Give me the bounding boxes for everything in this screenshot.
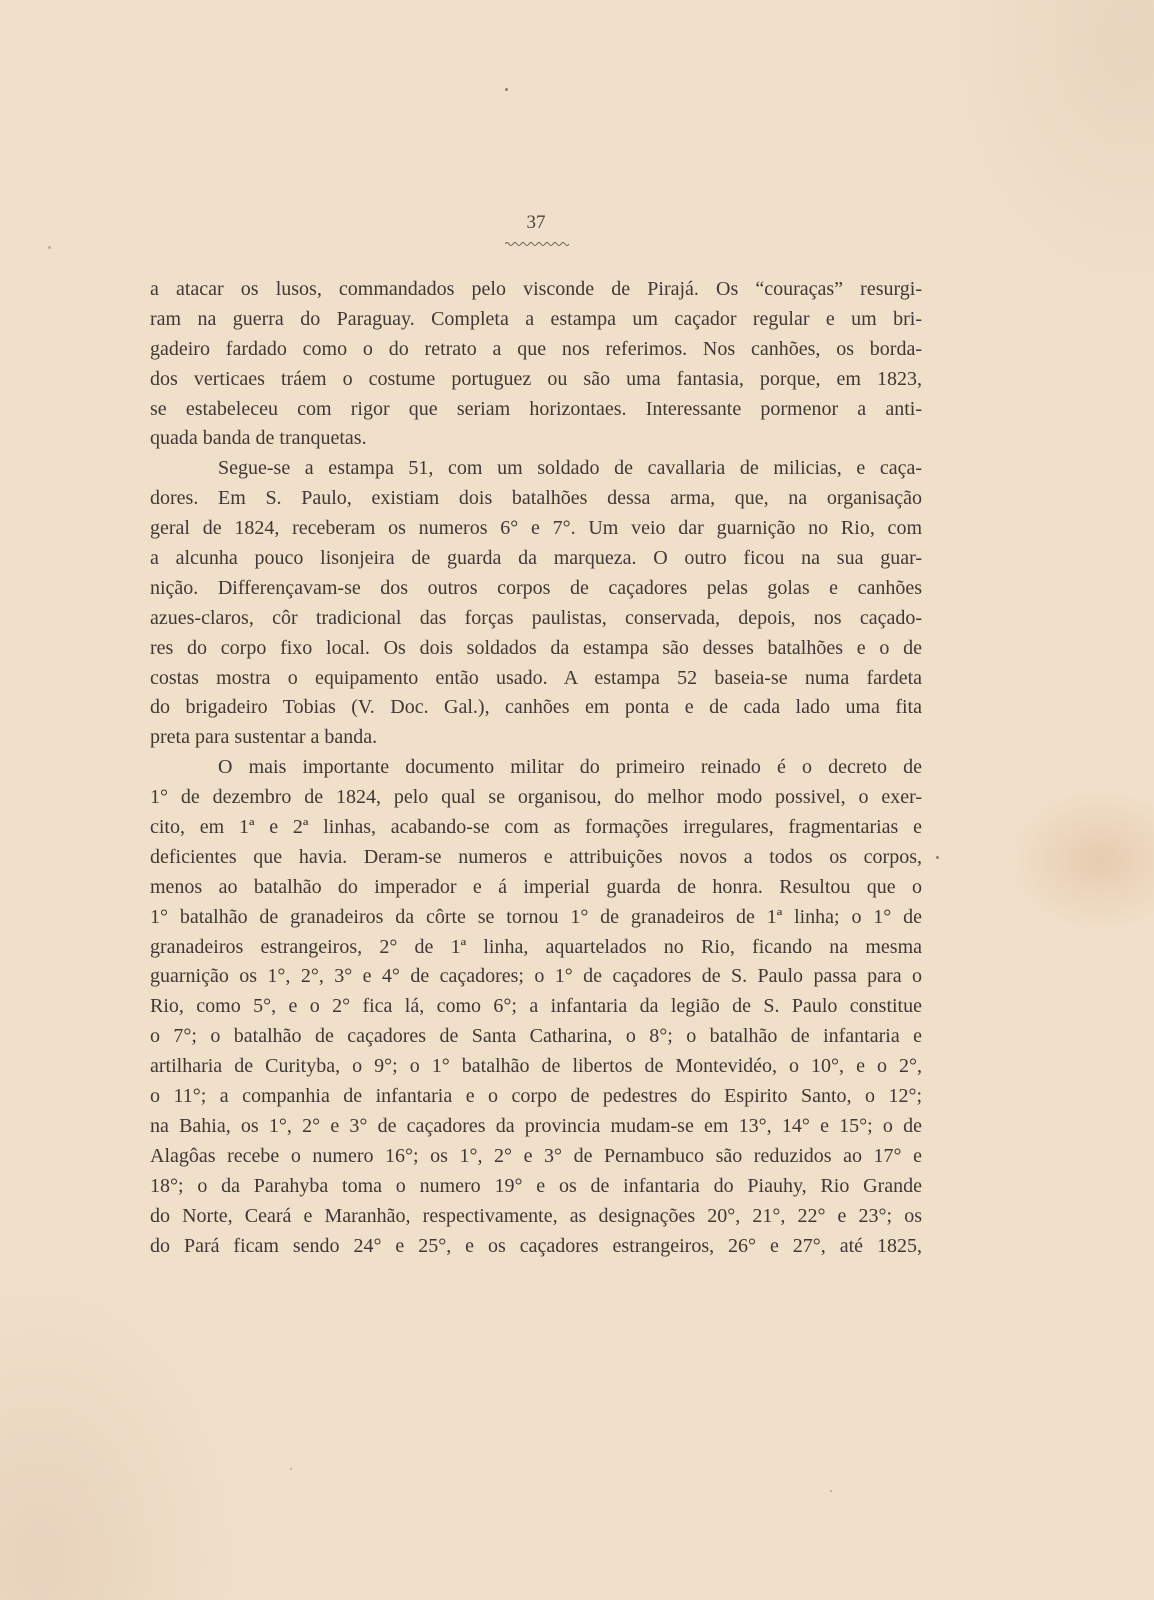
text-line: preta para sustentar a banda. bbox=[150, 726, 378, 749]
text-line: deficientes que havia. Deram-se numeros e attribuições novos a todos os corpos, bbox=[150, 845, 922, 868]
text-line: artilharia de Curityba, o 9°; o 1° batalhão de libertos de Montevidéo, o 10°, e o 2°, bbox=[150, 1055, 922, 1078]
text-line: granadeiros estrangeiros, 2° de 1ª linha, aquartelados no Rio, ficando na mesma bbox=[150, 935, 922, 958]
text-line: 1° de dezembro de 1824, pelo qual se organisou, do melhor modo possivel, o exer- bbox=[150, 786, 922, 809]
text-line: 1° batalhão de granadeiros da côrte se tornou 1° de granadeiros de 1ª linha; o 1° de bbox=[150, 905, 922, 928]
text-line: a atacar os lusos, commandados pelo visconde de Pirajá. Os “couraças” resurgi- bbox=[150, 278, 922, 300]
text-line: do Norte, Ceará e Maranhão, respectivamente, as designações 20°, 21°, 22° e 23°; os bbox=[150, 1204, 922, 1227]
paper-speck bbox=[48, 246, 51, 249]
paper-speck bbox=[505, 88, 508, 91]
text-line: do Pará ficam sendo 24° e 25°, e os caçadores estrangeiros, 26° e 27°, até 1825, bbox=[150, 1234, 922, 1257]
text-line: o 11°; a companhia de infantaria e o corpo de pedestres do Espirito Santo, o 12°; bbox=[150, 1085, 922, 1108]
text-line: quada banda de tranquetas. bbox=[150, 427, 367, 450]
text-line: Rio, como 5°, e o 2° fica lá, como 6°; a infantaria da legião de S. Paulo constitue bbox=[150, 995, 922, 1018]
text-line: do brigadeiro Tobias (V. Doc. Gal.), canhões em ponta e de cada lado uma fita bbox=[150, 696, 922, 719]
page-number: 37 bbox=[526, 212, 546, 233]
text-line: gadeiro fardado como o do retrato a que nos referimos. Nos canhões, os borda- bbox=[150, 337, 922, 360]
page-number-underline-ornament bbox=[505, 241, 569, 247]
text-line: Alagôas recebe o numero 16°; os 1°, 2° e 3° de Pernambuco são reduzidos ao 17° e bbox=[150, 1144, 922, 1167]
text-line: na Bahia, os 1°, 2° e 3° de caçadores da provincia mudam-se em 13°, 14° e 15°; o de bbox=[150, 1114, 922, 1137]
text-line: 18°; o da Parahyba toma o numero 19° e os de infantaria do Piauhy, Rio Grande bbox=[150, 1174, 922, 1197]
text-line: menos ao batalhão do imperador e á imperial guarda de honra. Resultou que o bbox=[150, 875, 922, 898]
text-line: guarnição os 1°, 2°, 3° e 4° de caçadores; o 1° de caçadores de S. Paulo passa para o bbox=[150, 965, 922, 988]
text-line: Segue-se a estampa 51, com um soldado de cavallaria de milicias, e caça- bbox=[218, 457, 922, 480]
text-line: res do corpo fixo local. Os dois soldados da estampa são desses batalhões e o de bbox=[150, 636, 922, 659]
text-line: costas mostra o equipamento então usado. A estampa 52 baseia-se numa fardeta bbox=[150, 666, 922, 689]
text-line: nição. Differençavam-se dos outros corpos de caçadores pelas golas e canhões bbox=[150, 576, 922, 599]
text-line: geral de 1824, receberam os numeros 6° e 7°. Um veio dar guarnição no Rio, com bbox=[150, 517, 922, 540]
text-line: dos verticaes tráem o costume portuguez ou são uma fantasia, porque, em 1823, bbox=[150, 367, 922, 390]
paper-speck bbox=[290, 1468, 292, 1470]
text-line: ram na guerra do Paraguay. Completa a estampa um caçador regular e um bri- bbox=[150, 307, 922, 330]
text-line: dores. Em S. Paulo, existiam dois batalhões dessa arma, que, na organisação bbox=[150, 487, 922, 510]
text-line: O mais importante documento militar do primeiro reinado é o decreto de bbox=[218, 756, 922, 779]
paper-speck bbox=[830, 1490, 832, 1492]
text-line: azues-claros, côr tradicional das forças paulistas, conservada, depois, nos caçado- bbox=[150, 606, 922, 629]
body-text bbox=[150, 275, 922, 1261]
paper-speck bbox=[936, 856, 939, 859]
text-line: se estabeleceu com rigor que seriam horizontaes. Interessante pormenor a anti- bbox=[150, 397, 922, 420]
text-line: o 7°; o batalhão de caçadores de Santa Catharina, o 8°; o batalhão de infantaria e bbox=[150, 1025, 922, 1048]
text-line: a alcunha pouco lisonjeira de guarda da marqueza. O outro ficou na sua guar- bbox=[150, 547, 922, 570]
text-line: cito, em 1ª e 2ª linhas, acabando-se com as formações irregulares, fragmentarias e bbox=[150, 816, 922, 839]
